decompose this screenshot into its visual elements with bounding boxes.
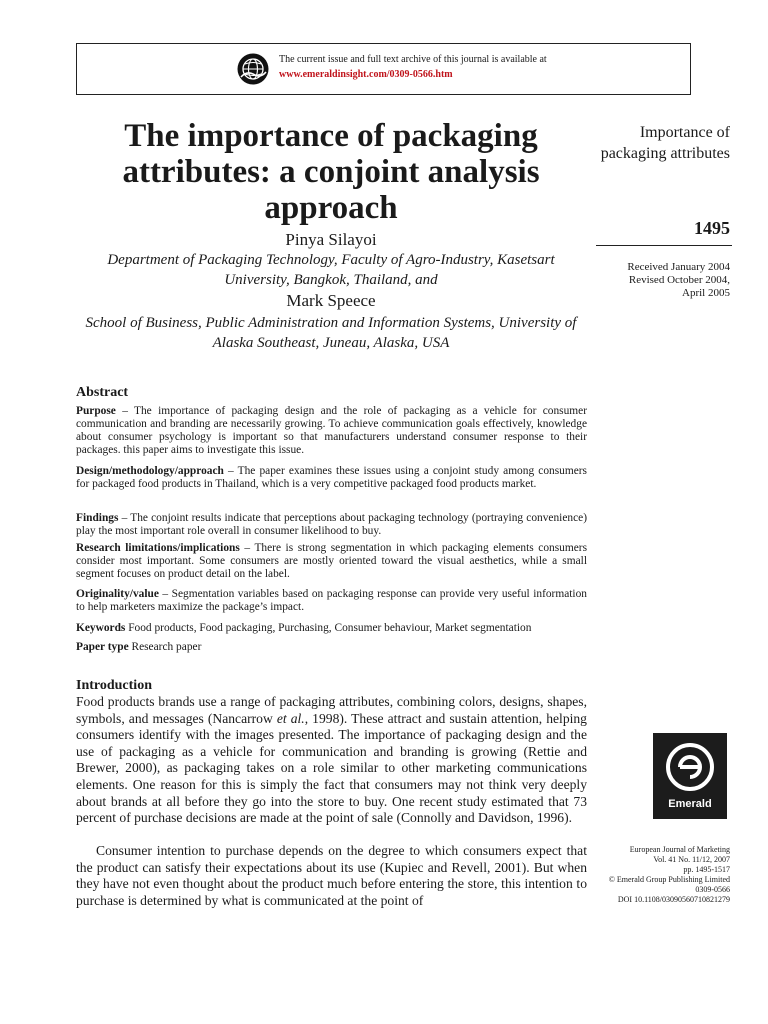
revised-date-2: April 2005 <box>682 287 730 299</box>
abstract-text: – The conjoint results indicate that perceptions about packaging technology (portraying convenience) play the most important role overall in consumer likelihood to buy. <box>76 512 587 537</box>
banner-url-link[interactable]: www.emeraldinsight.com/0309-0566.htm <box>279 69 453 80</box>
abstract-findings <box>76 512 587 538</box>
running-head: Importance of packaging attributes <box>600 124 730 162</box>
journal-info-line: 0309-0566 <box>695 885 730 894</box>
abstract-label: Purpose <box>76 405 116 417</box>
body-paragraph <box>76 694 587 827</box>
abstract-text: – Segmentation variables based on packaging response can provide very useful information to help marketers maximize the package’s impact. <box>76 588 587 613</box>
revised-date: Revised October 2004, <box>628 274 730 286</box>
abstract-text: Research paper <box>128 641 202 653</box>
abstract-design <box>76 465 587 491</box>
journal-citation <box>580 845 730 905</box>
author-affiliation: Department of Packaging Technology, Faculty of Agro-Industry, Kasetsart University, Bangkok, Thailand, and <box>107 252 555 288</box>
abstract-keywords <box>76 622 587 635</box>
emerald-logo <box>653 733 727 819</box>
emerald-logo-text: Emerald <box>668 798 712 810</box>
emerald-e-icon <box>653 733 727 799</box>
abstract-purpose <box>76 405 587 457</box>
journal-info-line: DOI 10.1108/03090560710821279 <box>617 895 730 904</box>
abstract-originality <box>76 588 587 614</box>
abstract-label: Paper type <box>76 641 129 653</box>
abstract-text: Food products, Food packaging, Purchasing, Consumer behaviour, Market segmentation <box>125 622 532 634</box>
journal-access-banner <box>76 43 691 95</box>
journal-info-line: European Journal of Marketing <box>629 845 730 854</box>
journal-info-line: Vol. 41 No. 11/12, 2007 <box>653 855 730 864</box>
abstract-text: – There is strong segmentation in which packaging elements consumers consider most important. Some consumers are mostly oriented toward the visual aesthetics, while a small segment focuses on product detail on the label. <box>76 542 587 580</box>
body-text: Food products brands use a range of packaging attributes, combining colors, designs, shapes, symbols, and messages (Nancarrow <box>76 694 587 726</box>
abstract-label: Keywords <box>76 622 126 634</box>
author-affiliation: School of Business, Public Administration and Information Systems, University of Alaska Southeast, Juneau, Alaska, USA <box>85 315 577 351</box>
abstract-label: Design/methodology/approach <box>76 465 224 477</box>
submission-dates <box>596 261 730 300</box>
banner-text: The current issue and full text archive of this journal is available at <box>279 54 547 65</box>
body-paragraph: Consumer intention to purchase depends on the degree to which consumers expect that the product can satisfy their expectations about its use (Kupiec and Revell, 2001). But when they have not even thought about the product much before entering the store, this intention to purchase is determined by what is communicated at the point of <box>76 843 587 908</box>
received-date: Received January 2004 <box>627 261 730 273</box>
divider <box>596 245 732 246</box>
abstract-label: Findings <box>76 512 119 524</box>
globe-icon <box>237 53 269 85</box>
introduction-heading: Introduction <box>76 678 152 693</box>
author-name: Pinya Silayoi <box>285 230 377 249</box>
abstract-text: – The paper examines these issues using a conjoint study among consumers for packaged food products in Thailand, which is a very competitive packaged food products market. <box>76 465 587 490</box>
body-text-italic: et al. <box>276 710 305 726</box>
author-name: Mark Speece <box>286 291 376 310</box>
abstract-paper-type <box>76 641 587 654</box>
journal-info-line: pp. 1495-1517 <box>683 865 730 874</box>
article-title: The importance of packaging attributes: a conjoint analysis approach <box>122 118 540 226</box>
abstract-label: Originality/value <box>76 588 159 600</box>
abstract-label: Research limitations/implications <box>76 542 240 554</box>
abstract-research-limitations <box>76 542 587 581</box>
journal-info-line: © Emerald Group Publishing Limited <box>608 875 730 884</box>
abstract-text: – The importance of packaging design and the role of packaging as a vehicle for consumer communication and branding are necessarily growing. To achieve communication goals effectively, knowledge about consumer psychology is important so that manufacturers understand consumer response to their packages. this paper aims to investigate this issue. <box>76 405 587 456</box>
page-number: 1495 <box>694 218 730 238</box>
body-text: , 1998). These attract and sustain attention, helping consumers identify with the images presented. The importance of packaging design and the use of packaging as a vehicle for communication and branding is growing (Rettie and Brewer, 2000), as packaging takes on a role similar to other marketing communications elements. One reason for this is simply the fact that consumers may not think very deeply about brands at all before they go into the store to buy. One recent study estimated that 73 percent of purchase decisions are made at the point of sale (Connolly and Davidson, 1996). <box>76 710 587 826</box>
abstract-heading: Abstract <box>76 385 129 400</box>
